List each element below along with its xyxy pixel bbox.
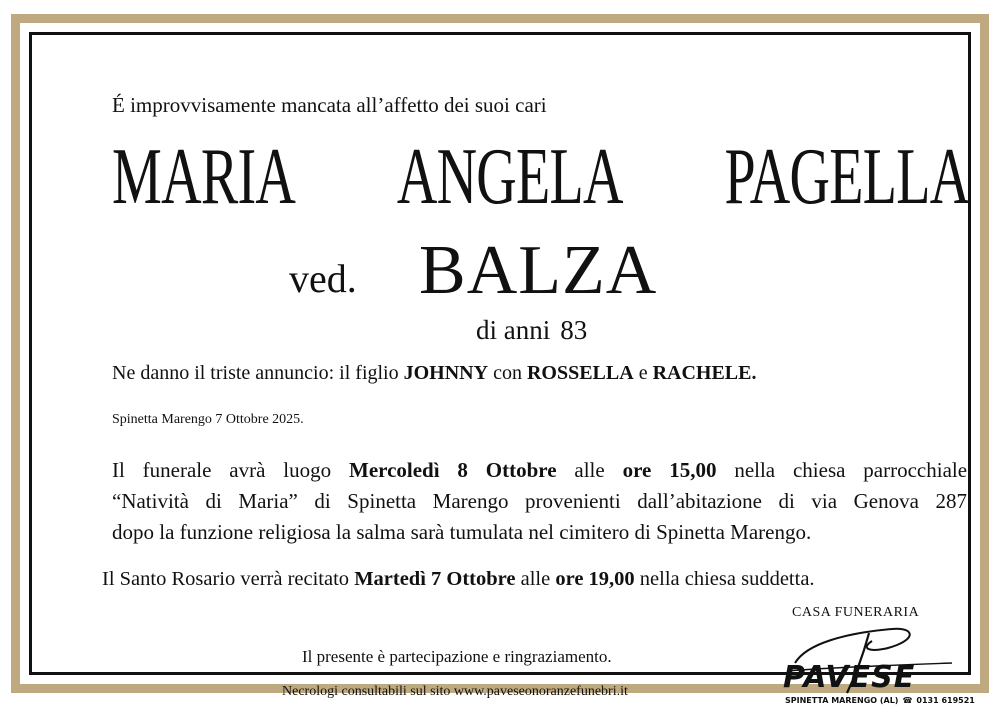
rosary-text-1: Il Santo Rosario verrà recitato bbox=[102, 568, 350, 590]
notice-panel bbox=[29, 32, 975, 705]
rosary-day: Martedì 7 Ottobre bbox=[354, 568, 516, 590]
logo-word: PAVESE bbox=[783, 660, 916, 695]
outer-frame bbox=[11, 14, 989, 705]
funeral-line-2: “Natività di Maria” di Spinetta Marengo provenienti dall’abitazione di via Genova 287 bbox=[112, 489, 967, 513]
age-label: di anni bbox=[476, 315, 551, 345]
funeral-text-2: alle bbox=[574, 458, 605, 482]
announce-and: e bbox=[638, 362, 648, 384]
funeral-day: Mercoledì 8 Ottobre bbox=[349, 458, 557, 482]
deceased-name bbox=[112, 131, 970, 223]
funeral-time: ore 15,00 bbox=[622, 458, 717, 482]
logo-location: SPINETTA MARENGO (AL) bbox=[785, 696, 899, 705]
logo-phone: 0131 619521 bbox=[916, 696, 975, 705]
funeral-paragraph bbox=[112, 455, 967, 548]
rosary-time: ore 19,00 bbox=[555, 568, 635, 590]
age-line bbox=[476, 315, 587, 346]
name-word-first: MARIA bbox=[112, 133, 296, 221]
intro-text: É improvvisamente mancata all’affetto dei suoi cari bbox=[112, 93, 547, 117]
relative-name-1: ROSSELLA bbox=[526, 362, 634, 384]
name-word-last: PAGELLA bbox=[724, 133, 970, 221]
website-line: Necrologi consultabili sul sito www.paveseonoranzefunebri.it bbox=[282, 684, 628, 699]
pavese-logo bbox=[777, 623, 975, 707]
rosary-text-2: alle bbox=[520, 568, 551, 590]
funeral-line-3: dopo la funzione religiosa la salma sarà tumulata nel cimitero di Spinetta Marengo. bbox=[112, 520, 812, 544]
frame-gap bbox=[20, 23, 980, 705]
announce-prefix: Ne danno il triste annuncio: il figlio bbox=[112, 362, 399, 384]
name-word-middle: ANGELA bbox=[396, 133, 623, 221]
relative-name-2: RACHELE. bbox=[652, 362, 757, 384]
rosary-line bbox=[102, 568, 815, 591]
logo-subtitle bbox=[785, 696, 975, 705]
funeral-text-1: Il funerale avrà luogo bbox=[112, 458, 332, 482]
place-date: Spinetta Marengo 7 Ottobre 2025. bbox=[112, 412, 304, 427]
son-name: JOHNNY bbox=[403, 362, 489, 384]
funeral-text-3: nella chiesa parrocchiale bbox=[734, 458, 968, 482]
funeral-line-1 bbox=[112, 455, 967, 486]
announcement-line bbox=[112, 362, 756, 385]
announce-con: con bbox=[493, 362, 522, 384]
participation-text: Il presente è partecipazione e ringraziamento. bbox=[302, 647, 612, 666]
married-name: BALZA bbox=[419, 232, 658, 309]
ved-label: ved. bbox=[289, 256, 357, 301]
phone-icon: ☎ bbox=[902, 696, 913, 705]
funeral-home-label: CASA FUNERARIA bbox=[792, 605, 920, 620]
rosary-text-3: nella chiesa suddetta. bbox=[639, 568, 815, 590]
age-value: 83 bbox=[560, 315, 588, 345]
